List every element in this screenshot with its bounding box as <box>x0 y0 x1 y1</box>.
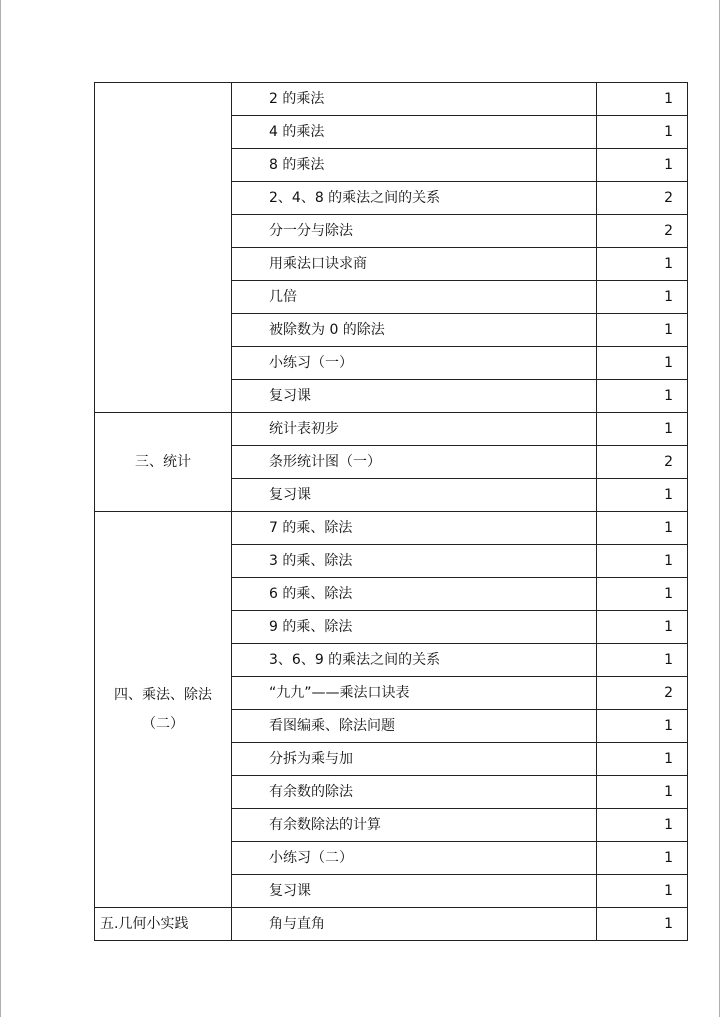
hours-cell: 1 <box>597 83 688 116</box>
hours-cell: 2 <box>597 182 688 215</box>
hours-cell: 1 <box>597 908 688 941</box>
hours-cell: 1 <box>597 875 688 908</box>
unit-cell-multiplication-division <box>95 512 232 908</box>
table-row <box>95 413 688 446</box>
lesson-cell: 7 的乘、除法 <box>232 512 597 545</box>
hours-cell: 1 <box>597 710 688 743</box>
hours-cell: 1 <box>597 116 688 149</box>
hours-cell: 1 <box>597 413 688 446</box>
lesson-cell: 统计表初步 <box>232 413 597 446</box>
hours-cell: 2 <box>597 677 688 710</box>
lesson-cell: “九九”——乘法口诀表 <box>232 677 597 710</box>
hours-cell: 1 <box>597 842 688 875</box>
lesson-cell: 用乘法口诀求商 <box>232 248 597 281</box>
lesson-cell: 角与直角 <box>232 908 597 941</box>
lesson-cell: 小练习（一） <box>232 347 597 380</box>
lesson-cell: 被除数为 0 的除法 <box>232 314 597 347</box>
table-row <box>95 908 688 941</box>
unit-title-line1: 四、乘法、除法 <box>114 687 212 704</box>
hours-cell: 2 <box>597 215 688 248</box>
page-left-border <box>0 0 1 1017</box>
hours-cell: 1 <box>597 479 688 512</box>
lesson-cell: 有余数的除法 <box>232 776 597 809</box>
lesson-cell: 3 的乘、除法 <box>232 545 597 578</box>
hours-cell: 1 <box>597 611 688 644</box>
hours-cell: 2 <box>597 446 688 479</box>
hours-cell: 1 <box>597 281 688 314</box>
unit-cell-geometry: 五.几何小实践 <box>95 908 232 941</box>
table-row <box>95 83 688 116</box>
hours-cell: 1 <box>597 545 688 578</box>
lesson-cell: 看图编乘、除法问题 <box>232 710 597 743</box>
lesson-cell: 3、6、9 的乘法之间的关系 <box>232 644 597 677</box>
lesson-schedule-table <box>94 82 688 941</box>
hours-cell: 1 <box>597 314 688 347</box>
lesson-cell: 6 的乘、除法 <box>232 578 597 611</box>
hours-cell: 1 <box>597 809 688 842</box>
table-row <box>95 512 688 545</box>
lesson-cell: 几倍 <box>232 281 597 314</box>
lesson-cell: 2 的乘法 <box>232 83 597 116</box>
hours-cell: 1 <box>597 512 688 545</box>
lesson-cell: 9 的乘、除法 <box>232 611 597 644</box>
unit-cell-statistics: 三、统计 <box>95 413 232 512</box>
hours-cell: 1 <box>597 743 688 776</box>
lesson-cell: 2、4、8 的乘法之间的关系 <box>232 182 597 215</box>
lesson-cell: 复习课 <box>232 875 597 908</box>
hours-cell: 1 <box>597 776 688 809</box>
hours-cell: 1 <box>597 248 688 281</box>
lesson-cell: 分一分与除法 <box>232 215 597 248</box>
lesson-cell: 条形统计图（一） <box>232 446 597 479</box>
unit-title-line2: （二） <box>142 715 184 732</box>
unit-cell-continued <box>95 83 232 413</box>
hours-cell: 1 <box>597 644 688 677</box>
hours-cell: 1 <box>597 380 688 413</box>
lesson-cell: 复习课 <box>232 380 597 413</box>
lesson-cell: 复习课 <box>232 479 597 512</box>
hours-cell: 1 <box>597 578 688 611</box>
lesson-cell: 4 的乘法 <box>232 116 597 149</box>
lesson-cell: 分拆为乘与加 <box>232 743 597 776</box>
lesson-cell: 8 的乘法 <box>232 149 597 182</box>
lesson-cell: 小练习（二） <box>232 842 597 875</box>
lesson-cell: 有余数除法的计算 <box>232 809 597 842</box>
hours-cell: 1 <box>597 347 688 380</box>
hours-cell: 1 <box>597 149 688 182</box>
